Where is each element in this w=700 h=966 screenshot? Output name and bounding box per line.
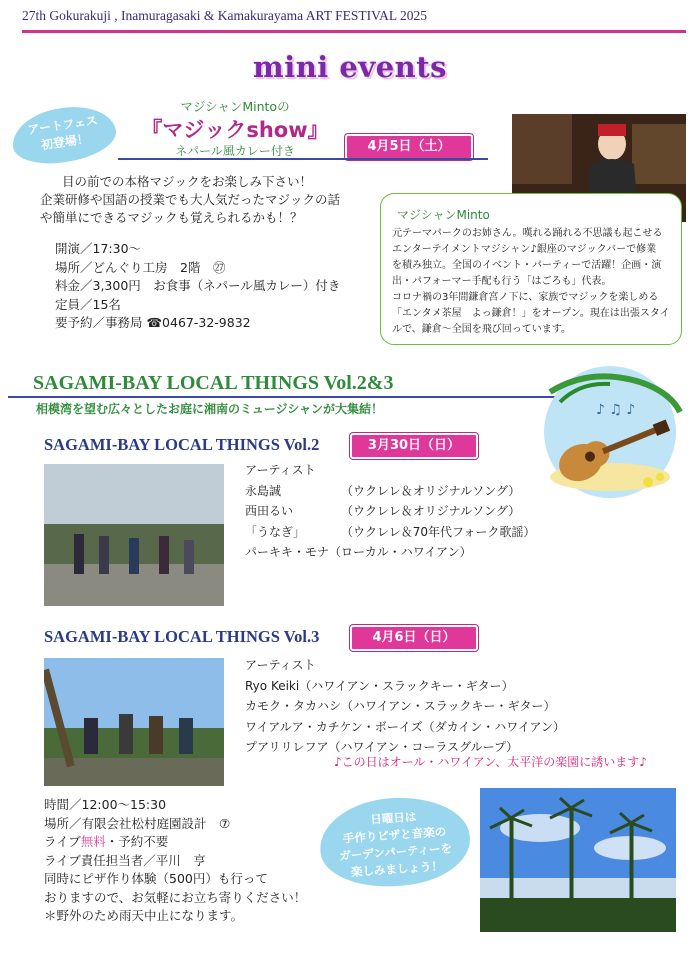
artist-row: ワイアルア・カチケン・ボーイズ（ダカイン・ハワイアン）	[245, 719, 566, 734]
vol3-photo	[44, 658, 224, 786]
magic-desc-line: や簡単にできるマジックも覚えられるかも！？	[40, 210, 303, 225]
vol3-lineup	[245, 655, 565, 758]
magic-info-line: 場所／どんぐり工房 2階 ㉗	[55, 259, 226, 275]
magic-subtitle: マジシャンMintoの	[180, 99, 290, 114]
info-live	[44, 833, 344, 852]
live-prefix: ライブ	[44, 834, 81, 849]
artist-label: アーティスト	[245, 658, 316, 672]
artist-row	[245, 481, 565, 502]
debut-badge: アートフェス 初登場！	[9, 101, 120, 169]
artist-name: 西田るい	[245, 504, 294, 518]
profile-body	[392, 226, 676, 338]
info-time: 時間／12:00～15:30	[44, 797, 167, 812]
magic-description	[40, 173, 400, 227]
profile-title: マジシャンMinto	[397, 208, 490, 222]
sagami-subtitle: 相模湾を望む広々としたお庭に湘南のミュージシャンが大集結！	[36, 402, 383, 416]
info-place: 場所／有限会社松村庭園設計 ⑦	[44, 815, 231, 831]
magic-date-badge: 4月5日（土）	[345, 134, 473, 160]
info-pizza: おりますので、お気軽にお立ち寄りください！	[44, 889, 307, 905]
artist-row	[245, 501, 565, 522]
magic-subtitle2: ネパール風カレー付き	[175, 144, 295, 158]
profile-line: コロナ禍の3年間鎌倉宮ノ下に、家族でマジックを楽しめる	[392, 292, 659, 303]
magic-info	[55, 240, 385, 333]
artist-name: 「うなぎ」	[245, 524, 306, 539]
info-pizza: 同時にピザ作り体験（500円）も行って	[44, 871, 268, 886]
artist-row: Ryo Keiki（ハワイアン・スラックキー・ギター）	[245, 678, 514, 693]
magic-info-line: 要予約／事務局 ☎0467-32-9832	[55, 315, 251, 330]
info-rain: ＊野外のため雨天中止になります。	[44, 908, 244, 923]
magic-divider	[118, 158, 488, 160]
profile-line: ルで、鎌倉～全国を飛び回っています。	[392, 324, 571, 335]
artist-row	[245, 522, 565, 543]
artist-row: プアリリレフア（ハワイアン・コーラスグループ）	[245, 740, 519, 754]
svg-text:♪ ♫ ♪: ♪ ♫ ♪	[596, 402, 636, 418]
magic-info-line: 定員／15名	[55, 296, 121, 312]
event-info	[44, 796, 344, 926]
profile-line: 出・パフォーマー手配も行う「はごろも」代表。	[392, 276, 612, 287]
sagami-divider	[8, 396, 568, 398]
magic-info-line: 料金／3,300円 お食事（ネパール風カレー）付き	[55, 278, 341, 293]
profile-line: を積み独立。全国のイベント・パーティーで活躍！企画・演	[392, 260, 662, 271]
header-divider	[22, 30, 686, 33]
artist-name: パーキキ・モナ	[245, 545, 330, 559]
hawaiian-note: ♪この日はオール・ハワイアン、太平洋の楽園に誘います♪	[334, 755, 647, 769]
sagami-title: SAGAMI-BAY LOCAL THINGS Vol.2&3	[33, 372, 394, 394]
artist-row	[245, 542, 565, 563]
magic-title: 『マジックshow』	[141, 118, 329, 142]
artist-name: 永島誠	[245, 483, 282, 498]
vol2-photo	[44, 464, 224, 606]
artist-desc: （ウクレレ＆オリジナルソング）	[341, 504, 521, 518]
vol2-date-badge: 3月30日（日）	[350, 433, 478, 459]
profile-line: 元テーマパークのお姉さん。嘆れる踊れる不思議も起こせる	[392, 228, 663, 239]
artist-label: アーティスト	[245, 463, 316, 477]
magic-info-line: 開演／17:30～	[55, 241, 142, 256]
live-suffix: ・予約不要	[105, 834, 169, 849]
garden-party-cloud: 日曜日は 手作りピザと音楽の ガーデンパーティーを 楽しみましょう！	[317, 793, 473, 891]
profile-line: 「エンタメ茶屋 よっ鎌倉！」をオープン。現在は出張スタイ	[392, 308, 670, 319]
artist-desc: （ウクレレ＆オリジナルソング）	[341, 483, 521, 498]
info-contact: ライブ責任担当者／平川 亨	[44, 852, 206, 868]
live-free: 無料	[80, 834, 106, 849]
vol2-title: SAGAMI-BAY LOCAL THINGS Vol.2	[44, 435, 320, 454]
magic-desc-line: 目の前での本格マジックをお楽しみ下さい！	[62, 174, 313, 189]
page-title: mini events	[253, 50, 447, 84]
vol3-date-badge: 4月6日（日）	[350, 625, 478, 651]
vol2-lineup	[245, 460, 565, 563]
magic-desc-line: 企業研修や国語の授業でも大人気だったマジックの話	[40, 192, 341, 207]
palm-trees-photo	[480, 788, 676, 932]
artist-row: カモク・タカハシ（ハワイアン・スラックキー・ギター）	[245, 699, 556, 713]
profile-line: エンターテイメントマジシャン♪銀座のマジックバーで修業	[392, 244, 657, 255]
header-title: 27th Gokurakuji , Inamuragasaki & Kamakurayama ART FESTIVAL 2025	[22, 8, 427, 23]
artist-desc: （ローカル・ハワイアン）	[329, 545, 472, 559]
vol3-title: SAGAMI-BAY LOCAL THINGS Vol.3	[44, 627, 320, 646]
artist-desc: （ウクレレ＆70年代フォーク歌謡）	[341, 524, 536, 539]
